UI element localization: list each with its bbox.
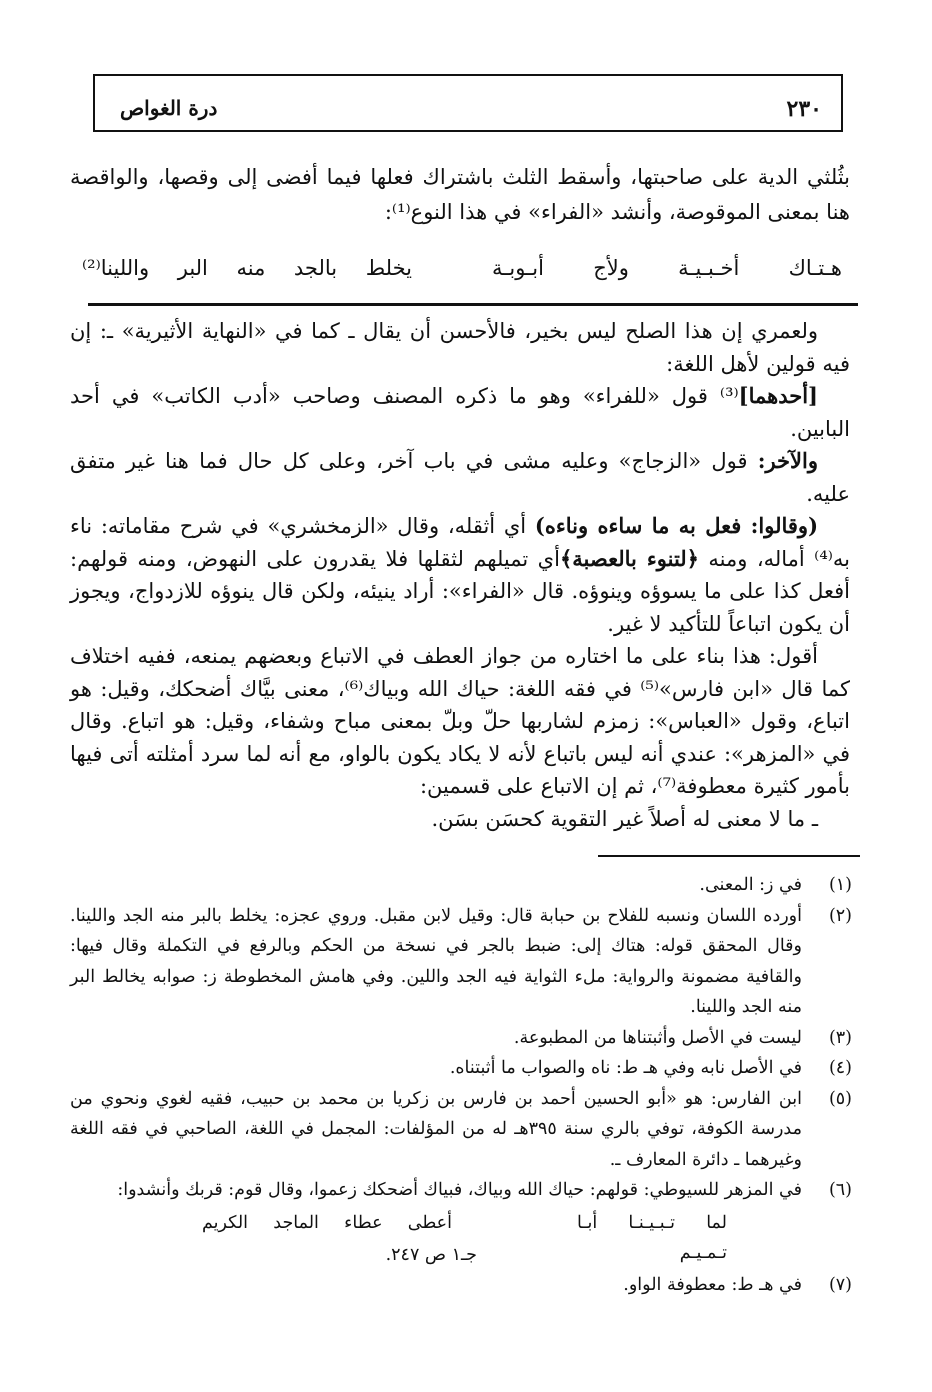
- footnote-number: (٧): [828, 1275, 852, 1295]
- commentary-paragraph: [70, 510, 850, 640]
- bold-term: والآخر:: [757, 448, 818, 473]
- verse-second-hemistich: أعطى عطاء الماجد الكريم: [202, 1212, 452, 1233]
- footnote-text: ابن الفارس: هو «أبو الحسين أحمد بن فارس بن زكريا بن محمد بن حبيب، فقيه لغوي ونحوي من مدرسة الكوفة، توفي بالري سنة ٣٩٥هـ له من المؤلفات: المجمل في اللغة، الصاحبي في فقه اللغة وغيرهما ـ دائرة المعارف ـ.: [70, 1088, 802, 1170]
- footnote-number: (١): [828, 875, 852, 895]
- paragraph-text: أي أثقله، وقال «الزمخشري» في شرح مقاماته: ناء به⁽⁴⁾ أماله، ومنه: [70, 514, 850, 571]
- commentary-paragraph: أقول: هذا بناء على ما اختاره من جواز العطف في الاتباع وبعضهم يمنعه، ففيه اختلاف كما قال «ابن فارس»⁽⁵⁾ في فقه اللغة: حياك الله وبياك⁽⁶⁾، معنى بيَّاك أضحكك، وقيل: هو اتباع، وقول «العباس»: زمزم لشاربها حلّ وبلّ بمعنى مباح وشفاء، وقيل: هو اتباع. وقال في «المزهر»: عندي أنه ليس باتباع لأنه لا يكاد يكون بالواو، مع أنه لما سرد أمثلته أتى فيها بأمور كثيرة معطوفة⁽⁷⁾، ثم إن الاتباع على قسمين:: [70, 644, 850, 798]
- footnote-text: في الأصل نابه وفي هـ ط: ناه والصواب ما أثبتناه.: [449, 1058, 802, 1078]
- footnote-reference: جـ١ ص ٢٤٧.: [385, 1244, 477, 1265]
- paragraph-text: ⁽³⁾ قول «للفراء» وهو ما ذكره المصنف وصاحب «أدب الكاتب» في أحد البابين.: [70, 384, 850, 441]
- commentary-paragraph: [70, 445, 850, 510]
- footnotes: [70, 870, 852, 1301]
- footnote: [70, 870, 852, 901]
- commentary-text: [70, 315, 850, 835]
- quran-quote: ﴿لتنوء بالعصبة﴾: [559, 545, 699, 571]
- commentary-divider: [88, 303, 858, 306]
- footnote-number: (٥): [828, 1088, 852, 1109]
- main-text: [70, 160, 850, 230]
- footnote-text: أورده اللسان ونسبه للفلاح بن حبابة قال: وقيل لابن مقبل. وروي عجزه: يخلط بالبر منه الجد واللينا. وقال المحقق قوله: هتاك إلى: ضبط بالجر في نسخة من الحكم وبالرفع في التكملة وقال فيها: والقافية مضمونة والرواية: ملء الثواية فيه الجد واللين. وفي هامش المخطوطة ز: صوابه يخالط البر منه الجد واللينا.: [70, 905, 802, 1017]
- footnote: [70, 1084, 852, 1176]
- footnote-text: في ز: المعنى.: [699, 875, 802, 895]
- commentary-paragraph: ـ ما لا معنى له أصلاً غير التقوية كحسَن بسَن.: [431, 806, 818, 831]
- footnote: [70, 1023, 852, 1054]
- verse-first-hemistich: لما تـبـيـنـا أبـا تـمـيـم: [577, 1212, 727, 1263]
- footnote-number: (٣): [828, 1027, 852, 1048]
- commentary-paragraph: ولعمري إن هذا الصلح ليس بخير، فالأحسن أن يقال ـ كما في «النهاية الأثيرية» ـ: إن فيه قولين لأهل اللغة:: [70, 319, 850, 376]
- footnote-text: في المزهر للسيوطي: قولهم: حياك الله وبياك، فبياك أضحكك زعموا، وقال قوم: قربك وأنشدوا:: [117, 1180, 802, 1200]
- footnote: [70, 901, 852, 1023]
- footnote-text: ليست في الأصل وأثبتناها من المطبوعة.: [513, 1027, 802, 1048]
- footnote: [70, 1270, 852, 1301]
- paragraph-text: قول «الزجاج» وعليه مشى في باب آخر، وعلى كل حال فما هنا غير متفق عليه.: [70, 449, 850, 506]
- footnote-number: (٤): [828, 1058, 852, 1078]
- footnote-divider: [598, 855, 860, 857]
- verse-second-hemistich: يخلط بالجد منه البر واللينا⁽²⁾: [82, 256, 412, 280]
- running-header: [0, 96, 932, 126]
- main-paragraph: بثُلثي الدية على صاحبتها، وأسقط الثلث باشتراك فعلها فيما أفضى إلى وقصها، والواقصة هنا بمعنى الموقوصة، وأنشد «الفراء» في هذا النوع⁽¹⁾:: [70, 165, 850, 224]
- bold-term: [أحدهما]: [738, 383, 818, 408]
- footnote: [70, 1053, 852, 1084]
- paragraph-text: أي تميلهم لثقلها فلا يقدرون على النهوض، ومنه قولهم: أفعل كذا على ما يسوؤه وينوؤه. قال «الفراء»: أراد ينيئه، ولكن قال ينوؤه للازدواج، ويجوز أن يكون اتباعاً للتأكيد لا غير.: [70, 546, 850, 636]
- verse-first-hemistich: هـتـاك أخـبـيـة ولأج أبـوبـة: [492, 256, 842, 280]
- bold-term: (وقالوا: فعل به ما ساءه وناءه): [534, 513, 819, 538]
- footnote-number: (٢): [828, 905, 852, 926]
- footnote-text: في هـ ط: معطوفة الواو.: [623, 1275, 802, 1295]
- footnote: [70, 1175, 852, 1206]
- poetry-verse: [82, 256, 842, 290]
- running-title: درة الغواص: [120, 96, 218, 120]
- footnote-number: (٦): [828, 1180, 852, 1200]
- page-number: ٢٣٠: [786, 96, 822, 122]
- commentary-paragraph: [70, 380, 850, 445]
